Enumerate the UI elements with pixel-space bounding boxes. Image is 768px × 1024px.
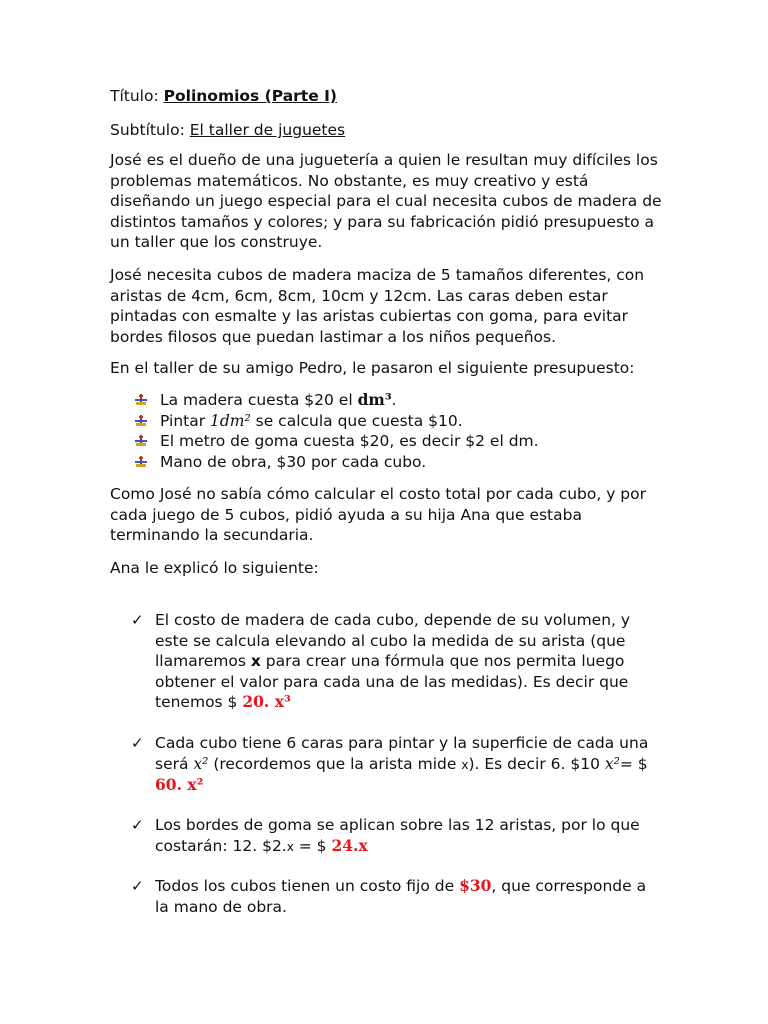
pushpin-bullet-icon [134,393,148,407]
budget-item-wood: La madera cuesta $20 el dm³. [160,390,539,411]
explanation-item-rubber: ✓ Los bordes de goma se aplican sobre las 12 aristas, por lo que costarán: 12. $2.x = $ 24.x [131,816,640,855]
formula-paint: 60. x² [155,775,204,795]
subtitle-line [110,120,345,140]
paragraph-intro: José es el dueño de una juguetería a quien le resultan muy difíciles los problemas matemáticos. No obstante, es muy creativo y está diseñando un juego especial para el cual necesita cubos de madera de distintos tamaños y colores; y para su fabricación pidió presupuesto a un taller que los construye. [110,151,662,252]
budget-item-labor: Mano de obra, $30 por cada cubo. [160,452,539,473]
pushpin-bullet-icon [134,434,148,448]
title-line [110,86,337,106]
paragraph-explanation-intro: Ana le explicó lo siguiente: [110,559,319,577]
title-label: Título: [110,87,159,105]
checkmark-icon: ✓ [131,611,144,629]
explanation-item-wood: ✓ El costo de madera de cada cubo, depende de su volumen, y este se calcula elevando al cubo la medida de su arista (que llamaremos x para crear una fórmula que nos permita luego obtener el valor para cada una de las medidas). Es decir que tenemos $ 20. x³ [131,611,631,712]
budget-item-paint: Pintar 1dm² se calcula que cuesta $10. [160,411,539,432]
pushpin-bullet-icon [134,414,148,428]
explanation-item-paint: ✓ Cada cubo tiene 6 caras para pintar y la superficie de cada una será x² (recordemos que la arista mide x). Es decir 6. $10 x²= $ 60. x² [131,734,649,795]
paragraph-budget-intro: En el taller de su amigo Pedro, le pasaron el siguiente presupuesto: [110,359,635,377]
paragraph-help: Como José no sabía cómo calcular el costo total por cada cubo, y por cada juego de 5 cubos, pidió ayuda a su hija Ana que estaba terminando la secundaria. [110,485,647,545]
formula-wood: 20. x³ [242,692,291,712]
budget-item-rubber: El metro de goma cuesta $20, es decir $2 el dm. [160,431,539,452]
formula-rubber: 24.x [331,835,368,855]
pushpin-bullet-icon [134,455,148,469]
paragraph-requirements: José necesita cubos de madera maciza de 5 tamaños diferentes, con aristas de 4cm, 6cm, 8cm, 10cm y 12cm. Las caras deben estar pintadas con esmalte y las aristas cubiertas con goma, para evitar bordes filosos que puedan lastimar a los niños pequeños. [110,266,645,346]
formula-labor: $30 [459,876,492,895]
title-value: Polinomios (Parte I) [163,87,337,105]
explanation-item-labor: ✓ Todos los cubos tienen un costo fijo de $30, que corresponde a la mano de obra. [131,876,647,916]
budget-list [160,390,539,472]
checkmark-icon: ✓ [131,734,144,752]
checkmark-icon: ✓ [131,816,144,834]
subtitle-label: Subtítulo: [110,121,185,139]
subtitle-value: El taller de juguetes [189,121,346,139]
checkmark-icon: ✓ [131,877,144,895]
